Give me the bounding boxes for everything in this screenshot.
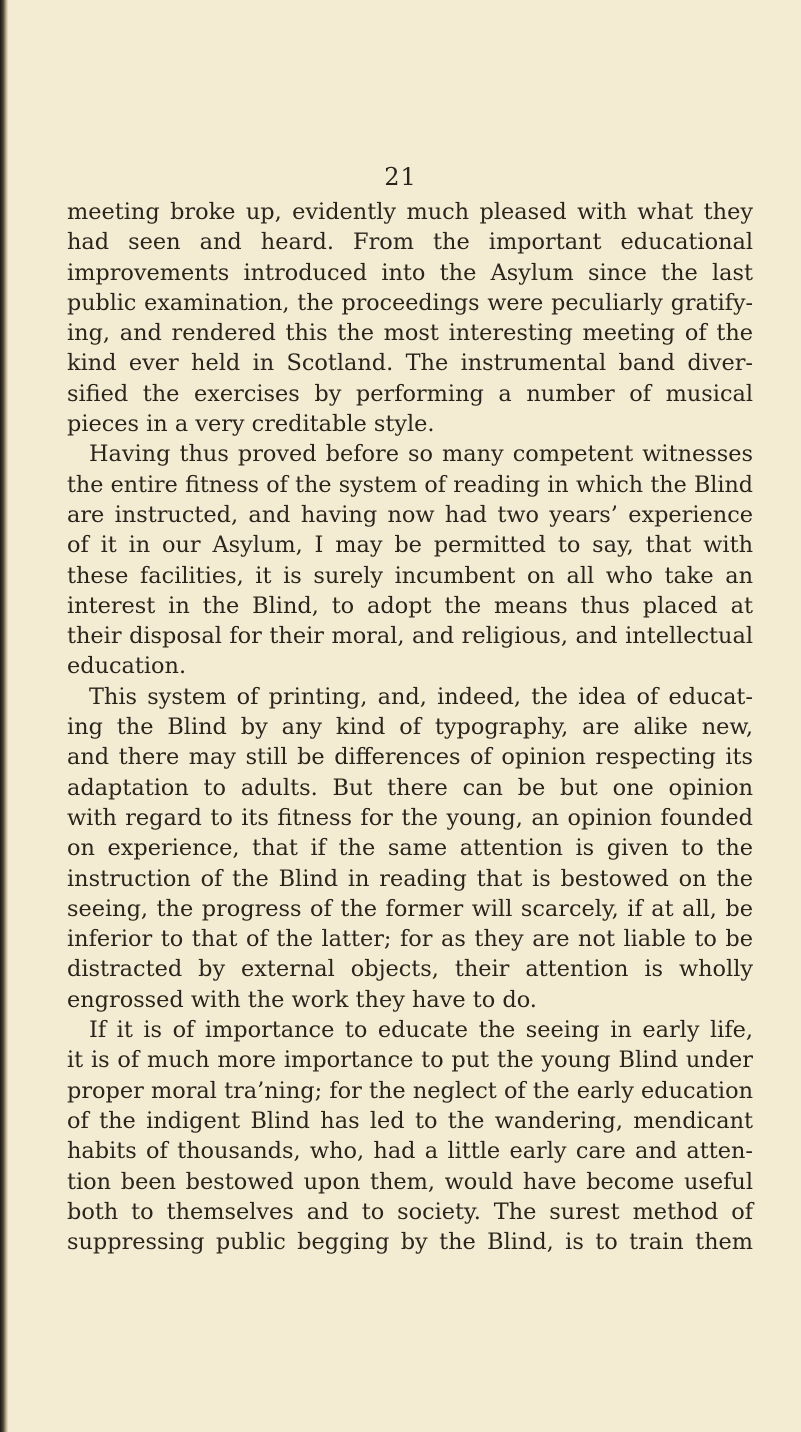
text-line: and there may still be differences of opinion respecting its bbox=[67, 744, 753, 771]
text-line: Having thus proved before so many competent witnesses bbox=[89, 441, 753, 468]
text-line: both to themselves and to society. The surest method of bbox=[67, 1198, 753, 1225]
text-line: interest in the Blind, to adopt the means thus placed at bbox=[67, 592, 753, 619]
text-line: on experience, that if the same attention is given to the bbox=[67, 835, 753, 862]
text-line: suppressing public begging by the Blind, is to train them bbox=[67, 1229, 753, 1256]
text-line: the entire fitness of the system of reading in which the Blind bbox=[67, 471, 753, 498]
text-line: with regard to its fitness for the young, an opinion founded bbox=[67, 804, 753, 831]
text-line: habits of thousands, who, had a little early care and atten- bbox=[67, 1138, 753, 1165]
text-line: If it is of importance to educate the seeing in early life, bbox=[89, 1017, 753, 1044]
page-number: 21 bbox=[384, 163, 417, 191]
text-line: engrossed with the work they have to do. bbox=[67, 986, 537, 1013]
text-line: it is of much more importance to put the young Blind under bbox=[67, 1047, 753, 1074]
text-line: of the indigent Blind has led to the wandering, mendicant bbox=[67, 1107, 753, 1134]
text-line: This system of printing, and, indeed, the idea of educat- bbox=[89, 683, 753, 710]
text-line: ing the Blind by any kind of typography, are alike new, bbox=[67, 714, 753, 741]
body-text bbox=[67, 197, 753, 1257]
text-line: had seen and heard. From the important educational bbox=[67, 229, 753, 256]
text-line: meeting broke up, evidently much pleased with what they bbox=[67, 199, 753, 225]
text-line: seeing, the progress of the former will scarcely, if at all, be bbox=[67, 895, 753, 922]
text-line: pieces in a very creditable style. bbox=[67, 411, 435, 438]
text-line: tion been bestowed upon them, would have become useful bbox=[67, 1168, 753, 1195]
text-line: sified the exercises by performing a number of musical bbox=[67, 380, 753, 407]
text-line: kind ever held in Scotland. The instrumental band diver- bbox=[67, 350, 753, 377]
text-line: public examination, the proceedings were peculiarly gratify- bbox=[67, 289, 753, 316]
text-line: their disposal for their moral, and religious, and intellectual bbox=[67, 623, 753, 650]
page-binding-edge bbox=[0, 0, 8, 1432]
text-line: instruction of the Blind in reading that is bestowed on the bbox=[67, 865, 753, 892]
text-line: these facilities, it is surely incumbent on all who take an bbox=[67, 562, 753, 589]
text-line: of it in our Asylum, I may be permitted to say, that with bbox=[67, 532, 753, 559]
text-line: distracted by external objects, their attention is wholly bbox=[67, 956, 753, 983]
text-line: improvements introduced into the Asylum since the last bbox=[67, 259, 753, 286]
text-line: adaptation to adults. But there can be but one opinion bbox=[67, 774, 753, 801]
text-line: education. bbox=[67, 653, 187, 680]
text-line: ing, and rendered this the most interesting meeting of the bbox=[67, 320, 753, 347]
text-line: are instructed, and having now had two years’ experience bbox=[67, 501, 753, 528]
text-line: inferior to that of the latter; for as they are not liable to be bbox=[67, 926, 753, 953]
text-line: proper moral tra’ning; for the neglect of the early education bbox=[67, 1077, 753, 1104]
